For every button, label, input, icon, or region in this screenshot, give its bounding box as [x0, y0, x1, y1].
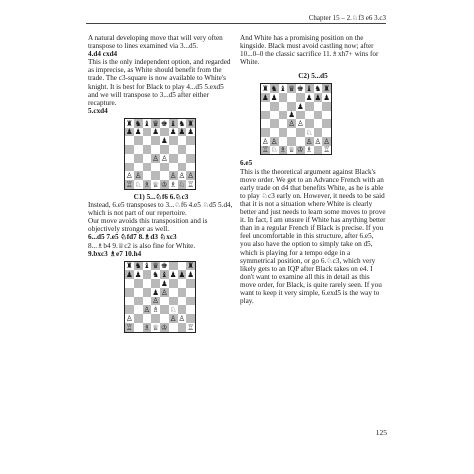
board-square: ♙ [178, 314, 186, 323]
board-square [305, 111, 314, 120]
diagram-caption: C1) 5...♘f6 6.♘c3 [133, 192, 189, 201]
board-square [287, 102, 296, 111]
board-square [134, 136, 143, 145]
board-square: ♙ [126, 171, 133, 181]
board-square: ♝ [305, 84, 313, 94]
board-square [134, 297, 143, 306]
board-square: ♞ [134, 261, 142, 271]
paragraph: 8...♗b4 9.♕c2 is also fine for White. [88, 241, 196, 250]
paragraph: This is the theoretical argument against Black's move order. We get to an Advance French with an early trade on d4 that benefits White, as he is able to play ♘c3 early on. However, it needs to be said that it is not a situation where White is clearly better and just needs to learn some moves to prove it. In fact, I am unsure if White has anything better than in a regular French if Black is precise. If you feel uncomfortable in this structure, after 6.e5, you also have the option to simply take on d5, which is playing for a tempo edge in a symmetrical position, or go 6.♘c3, which very likely gets to an IQP after Black takes on e4. I don't want to examine all this in detail as this move order, for Black, is quite rarely seen. If you want to keep it very simple, 6.exd5 is the way to play. [240, 167, 386, 306]
board-square [160, 305, 169, 314]
board-square: ♛ [152, 118, 159, 128]
board-square: ♔ [161, 322, 168, 332]
board-square [125, 297, 134, 306]
board-square [279, 93, 288, 102]
board-square [322, 102, 331, 111]
move-line: 6.e5 [240, 159, 253, 168]
board-square: ♞ [270, 84, 278, 94]
board-square [270, 102, 279, 111]
board-square: ♙ [143, 305, 151, 315]
board-square [169, 163, 178, 172]
board-square [305, 102, 314, 111]
board-square [151, 136, 160, 145]
board-square [296, 111, 305, 120]
board-square [160, 145, 169, 154]
board-square: ♗ [143, 322, 151, 332]
board-square: ♙ [262, 136, 269, 146]
board-square: ♟ [270, 93, 278, 102]
board-square: ♟ [178, 127, 186, 137]
board-square: ♔ [161, 180, 168, 189]
board-square [186, 279, 195, 288]
board-square: ♟ [178, 270, 186, 280]
board-square [134, 163, 143, 172]
board-square [169, 154, 178, 163]
board-square [287, 137, 296, 146]
board-square [160, 163, 169, 172]
board-square: ♜ [323, 84, 330, 94]
paragraph: Our move avoids this transposition and is objectively stronger as well. [88, 217, 208, 234]
board-square: ♟ [126, 127, 133, 137]
board-square: ♟ [152, 127, 159, 137]
board-square [314, 146, 323, 155]
board-square: ♟ [305, 93, 313, 102]
board-square [178, 145, 187, 154]
board-square [134, 145, 143, 154]
board-square: ♜ [187, 118, 194, 128]
board-square: ♞ [134, 118, 142, 128]
board-square: ♟ [288, 110, 295, 120]
board-square: ♘ [305, 128, 313, 137]
board-square [169, 288, 178, 297]
board-square: ♟ [134, 127, 142, 137]
board-square [279, 119, 288, 128]
board-square: ♙ [314, 136, 322, 146]
paragraph: And White has a promising position on the kingside. Black must avoid castling now; after 10...0–0 the classic sacrifice 11.♗xh7+ wins for White. [240, 34, 379, 67]
board-square [178, 262, 187, 271]
board-square: ♛ [152, 261, 159, 271]
board-square [125, 145, 134, 154]
board-square: ♟ [297, 101, 304, 111]
board-square: ♗ [305, 145, 313, 155]
board-square: ♟ [187, 270, 194, 280]
board-square [143, 288, 152, 297]
board-square [134, 288, 143, 297]
board-square: ♟ [126, 270, 133, 280]
board-square [143, 154, 152, 163]
board-square: ♙ [323, 136, 330, 146]
move-line: 9.bxc3 ♗e7 10.h4 [88, 249, 142, 258]
board-square [186, 314, 195, 323]
board-square [143, 279, 152, 288]
board-square [322, 128, 331, 137]
right-column [240, 34, 386, 305]
board-square [169, 145, 178, 154]
board-square: ♟ [323, 93, 330, 102]
board-square: ♙ [305, 136, 313, 146]
board-square [178, 163, 187, 172]
board-square: ♟ [161, 279, 168, 288]
board-square [160, 171, 169, 180]
board-square: ♟ [262, 93, 269, 102]
board-square: ♟ [152, 287, 159, 297]
board-square [314, 128, 323, 137]
board-square [169, 279, 178, 288]
board-square [134, 154, 143, 163]
board-square: ♜ [262, 84, 269, 94]
board-square [296, 93, 305, 102]
board-square [143, 145, 152, 154]
board-square: ♙ [178, 171, 186, 181]
header-rule [86, 23, 386, 24]
board-square [125, 136, 134, 145]
board-square [178, 136, 187, 145]
board-square [143, 270, 152, 279]
board-square [125, 163, 134, 172]
board-square: ♖ [323, 145, 330, 155]
board-square [151, 314, 160, 323]
board-square: ♜ [126, 261, 133, 271]
board-square: ♕ [152, 322, 159, 332]
board-square [169, 323, 178, 332]
board-square [314, 119, 323, 128]
board-square [261, 128, 270, 137]
board-square [169, 262, 178, 271]
board-square [178, 323, 187, 332]
board-square [143, 136, 152, 145]
board-square: ♕ [152, 180, 159, 189]
board-square: ♚ [161, 118, 168, 128]
board-square: ♕ [288, 145, 295, 155]
board-square [134, 314, 143, 323]
board-square: ♟ [314, 93, 322, 102]
board-square: ♝ [143, 261, 151, 271]
board-square [270, 119, 279, 128]
board-square: ♙ [152, 296, 159, 306]
board-square [143, 171, 152, 180]
board-square [279, 128, 288, 137]
chess-diagram [124, 118, 196, 190]
board-square: ♟ [187, 127, 194, 137]
board-square: ♙ [152, 153, 159, 163]
board-square [186, 145, 195, 154]
board-square: ♞ [314, 84, 322, 94]
board-square [143, 128, 152, 137]
board-square: ♝ [169, 118, 177, 128]
board-square [296, 137, 305, 146]
board-square: ♛ [288, 84, 295, 94]
board-square: ♗ [152, 305, 159, 315]
board-square: ♘ [169, 305, 177, 315]
board-square: ♟ [169, 270, 177, 280]
board-square: ♗ [279, 145, 287, 155]
board-square [287, 93, 296, 102]
board-square: ♖ [126, 180, 133, 189]
board-square [160, 128, 169, 137]
board-square: ♝ [143, 118, 151, 128]
board-square [169, 136, 178, 145]
board-square: ♘ [270, 145, 278, 155]
board-square [279, 102, 288, 111]
board-square [261, 111, 270, 120]
board-square [151, 163, 160, 172]
board-square: ♜ [187, 261, 194, 271]
board-square [279, 137, 288, 146]
board-square: ♙ [288, 119, 295, 129]
board-square: ♙ [126, 314, 133, 323]
board-square [134, 323, 143, 332]
paragraph: Instead, 6.e5 transposes to 3...♘f6 4.e5 ♘d5 5.d4, which is not part of our repertoire. [88, 201, 233, 218]
board-square: ♝ [279, 84, 287, 94]
board-square: ♖ [262, 145, 269, 155]
board-square: ♟ [169, 127, 177, 137]
board-square [151, 171, 160, 180]
board-square [134, 305, 143, 314]
board-square [322, 111, 331, 120]
diagram-caption: C2) 5...d5 [298, 72, 328, 81]
page-number: 125 [375, 428, 387, 437]
running-head: Chapter 15 – 2.♘f3 e6 3.c3 [308, 14, 386, 22]
board-square [186, 154, 195, 163]
board-square [178, 305, 187, 314]
board-square [125, 279, 134, 288]
board-square [270, 128, 279, 137]
board-square: ♝ [161, 270, 168, 280]
board-square: ♚ [161, 261, 168, 271]
board-square: ♙ [169, 314, 177, 323]
paragraph: A natural developing move that will very often transpose to lines examined via 3...d5. [88, 34, 223, 51]
board-square [143, 314, 152, 323]
move-line: 5.cxd4 [88, 106, 108, 115]
board-square: ♙ [169, 171, 177, 181]
move-line: 4.d4 cxd4 [88, 50, 118, 59]
board-square [322, 119, 331, 128]
board-square [125, 305, 134, 314]
board-square [261, 119, 270, 128]
board-square [160, 297, 169, 306]
board-square [178, 288, 187, 297]
board-square [270, 111, 279, 120]
board-square [287, 128, 296, 137]
board-square: ♚ [297, 84, 304, 94]
board-square: ♙ [134, 171, 142, 181]
board-square [261, 102, 270, 111]
board-square [186, 305, 195, 314]
board-square [125, 154, 134, 163]
board-square: ♞ [152, 270, 159, 280]
board-square: ♙ [297, 119, 304, 129]
board-square [143, 297, 152, 306]
board-square: ♙ [161, 153, 168, 163]
board-square: ♖ [187, 180, 194, 189]
paragraph: This is the only independent option, and regarded as imprecise, as White should benefit from the trade. The c3-square is now available to White's knight. It is best for Black to play 4...d5 5.exd5 and we will transpose to 3...d5 after either recapture. [88, 58, 231, 107]
board-square: ♙ [187, 171, 194, 181]
board-square [279, 111, 288, 120]
board-square: ♘ [178, 180, 186, 189]
board-square [160, 314, 169, 323]
board-square [186, 163, 195, 172]
board-square [314, 111, 323, 120]
board-square: ♟ [161, 136, 168, 146]
board-square [305, 119, 314, 128]
board-square [143, 163, 152, 172]
board-square [169, 297, 178, 306]
board-square [178, 297, 187, 306]
move-line: 6...d5 7.e5 ♘fd7 8.♗d3 ♘xc3 [88, 233, 177, 242]
board-square [134, 279, 143, 288]
board-square [314, 102, 323, 111]
board-square: ♘ [134, 180, 142, 189]
board-square [186, 136, 195, 145]
board-square: ♙ [161, 287, 168, 297]
board-square: ♗ [143, 180, 151, 189]
board-square [178, 279, 187, 288]
chess-diagram [124, 261, 196, 333]
chess-diagram [260, 83, 332, 155]
board-square: ♞ [178, 118, 186, 128]
board-square [125, 288, 134, 297]
board-square: ♙ [270, 136, 278, 146]
board-square: ♖ [126, 322, 133, 332]
board-square: ♔ [297, 145, 304, 155]
board-square: ♜ [126, 118, 133, 128]
board-square [296, 128, 305, 137]
left-column [88, 34, 234, 336]
board-square [186, 297, 195, 306]
board-square: ♟ [134, 270, 142, 280]
board-square [186, 288, 195, 297]
board-square: ♗ [169, 180, 177, 189]
board-square [178, 154, 187, 163]
board-square [151, 279, 160, 288]
board-square [151, 145, 160, 154]
board-square: ♖ [187, 322, 194, 332]
